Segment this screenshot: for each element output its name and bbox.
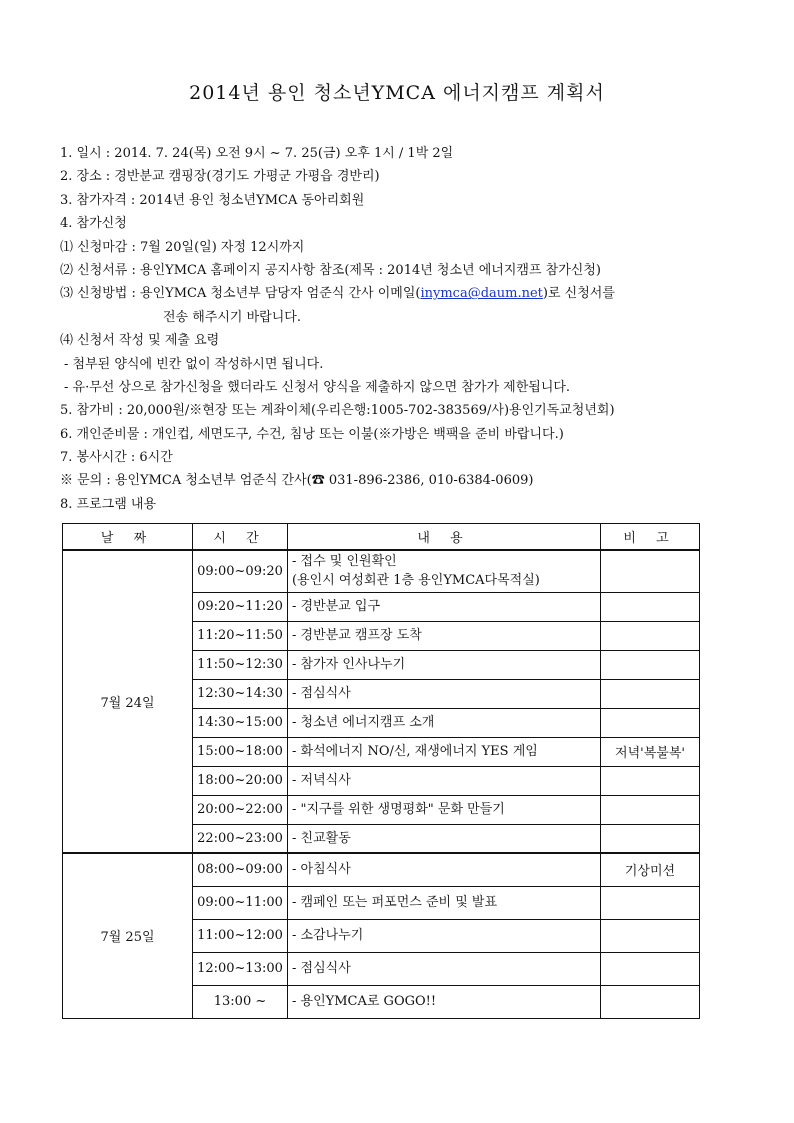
form-guide-item-1: - 첨부된 양식에 빈칸 없이 작성하시면 됩니다. — [64, 356, 324, 372]
header-date: 날 짜 — [63, 524, 193, 551]
header-content: 내 용 — [288, 524, 601, 551]
content-cell: - 점심식사 — [288, 679, 601, 708]
header-time: 시 간 — [193, 524, 288, 551]
content-cell: - 용인YMCA로 GOGO!! — [288, 985, 601, 1018]
document-title: 2014년 용인 청소년YMCA 에너지캠프 계획서 — [189, 82, 605, 104]
table-row — [63, 853, 700, 886]
info-section — [60, 142, 740, 516]
content-cell: - 소감나누기 — [288, 919, 601, 952]
note-cell — [601, 708, 700, 737]
day1-date: 7월 24일 — [63, 550, 193, 853]
method-text-end: )로 신청서를 — [542, 286, 615, 302]
note-cell — [601, 621, 700, 650]
content-cell: - 경반분교 입구 — [288, 592, 601, 621]
supplies-line: 6. 개인준비물 : 개인컵, 세면도구, 수건, 침낭 또는 이불(※가방은 백팩을 준비 바랍니다.) — [60, 426, 564, 442]
day2-date: 7월 25일 — [63, 853, 193, 1018]
deadline-line: ⑴ 신청마감 : 7월 20일(일) 자정 12시까지 — [60, 239, 305, 255]
day2-rows — [63, 853, 700, 1018]
form-guide-heading: ⑷ 신청서 작성 및 제출 요령 — [60, 333, 220, 349]
time-cell: 11:20~11:50 — [193, 621, 288, 650]
time-cell: 09:00~11:00 — [193, 886, 288, 919]
email-link[interactable]: inymca@daum.net — [420, 286, 543, 302]
time-cell: 15:00~18:00 — [193, 737, 288, 766]
content-cell: - 청소년 에너지캠프 소개 — [288, 708, 601, 737]
content-cell: - 참가자 인사나누기 — [288, 650, 601, 679]
note-cell — [601, 985, 700, 1018]
note-cell — [601, 550, 700, 592]
time-cell: 08:00~09:00 — [193, 853, 288, 886]
note-cell — [601, 650, 700, 679]
content-cell: - 경반분교 캠프장 도착 — [288, 621, 601, 650]
time-cell: 12:30~14:30 — [193, 679, 288, 708]
schedule-line: 1. 일시 : 2014. 7. 24(목) 오전 9시 ~ 7. 25(금) 오후 1시 / 1박 2일 — [60, 146, 454, 161]
method-line-continued: 전송 해주시기 바랍니다. — [163, 309, 301, 325]
day1-rows — [63, 550, 700, 853]
note-cell — [601, 919, 700, 952]
table-header-row — [63, 524, 700, 551]
content-cell: - 저녁식사 — [288, 766, 601, 795]
documents-line: ⑵ 신청서류 : 용인YMCA 홈페이지 공지사항 참조(제목 : 2014년 청소년 에너지캠프 참가신청) — [60, 262, 601, 278]
note-cell — [601, 592, 700, 621]
program-heading: 8. 프로그램 내용 — [60, 496, 157, 512]
content-line: - 접수 및 인원확인 — [292, 554, 397, 570]
time-cell: 20:00~22:00 — [193, 795, 288, 824]
registration-heading: 4. 참가신청 — [60, 216, 127, 232]
note-cell: 기상미션 — [601, 853, 700, 886]
time-cell: 13:00 ~ — [193, 985, 288, 1018]
location-line: 2. 장소 : 경반분교 캠핑장(경기도 가평군 가평읍 경반리) — [60, 169, 380, 185]
program-table — [62, 523, 700, 1019]
volunteer-hours-line: 7. 봉사시간 : 6시간 — [60, 450, 173, 466]
content-cell: - 아침식사 — [288, 853, 601, 886]
note-cell — [601, 679, 700, 708]
time-cell: 12:00~13:00 — [193, 952, 288, 985]
method-text-start: ⑶ 신청방법 : 용인YMCA 청소년부 담당자 엄준식 간사 이메일( — [60, 286, 421, 302]
content-cell — [288, 550, 601, 592]
time-cell: 11:50~12:30 — [193, 650, 288, 679]
note-cell — [601, 952, 700, 985]
note-cell: 저녁'복불복' — [601, 737, 700, 766]
note-cell — [601, 795, 700, 824]
time-cell: 14:30~15:00 — [193, 708, 288, 737]
content-cell: - "지구를 위한 생명평화" 문화 만들기 — [288, 795, 601, 824]
note-cell — [601, 824, 700, 853]
content-line-sub: (용인시 여성회관 1층 용인YMCA다목적실) — [292, 573, 540, 589]
table-row — [63, 550, 700, 592]
content-cell: - 친교활동 — [288, 824, 601, 853]
header-note: 비 고 — [601, 524, 700, 551]
content-cell: - 캠페인 또는 퍼포먼스 준비 및 발표 — [288, 886, 601, 919]
note-cell — [601, 886, 700, 919]
method-line — [60, 282, 740, 305]
time-cell: 22:00~23:00 — [193, 824, 288, 853]
content-cell: - 화석에너지 NO/신, 재생에너지 YES 게임 — [288, 737, 601, 766]
time-cell: 09:00~09:20 — [193, 550, 288, 592]
time-cell: 11:00~12:00 — [193, 919, 288, 952]
form-guide-item-2: - 유·무선 상으로 참가신청을 했더라도 신청서 양식을 제출하지 않으면 참가가 제한됩니다. — [64, 379, 571, 395]
time-cell: 18:00~20:00 — [193, 766, 288, 795]
note-cell — [601, 766, 700, 795]
fee-line: 5. 참가비 : 20,000원/※현장 또는 계좌이체(우리은행:1005-702-383569/사)용인기독교청년회) — [60, 403, 615, 419]
contact-line: ※ 문의 : 용인YMCA 청소년부 엄준식 간사(☎ 031-896-2386, 010-6384-0609) — [60, 473, 534, 489]
time-cell: 09:20~11:20 — [193, 592, 288, 621]
content-cell: - 점심식사 — [288, 952, 601, 985]
eligibility-line: 3. 참가자격 : 2014년 용인 청소년YMCA 동아리회원 — [60, 192, 365, 208]
